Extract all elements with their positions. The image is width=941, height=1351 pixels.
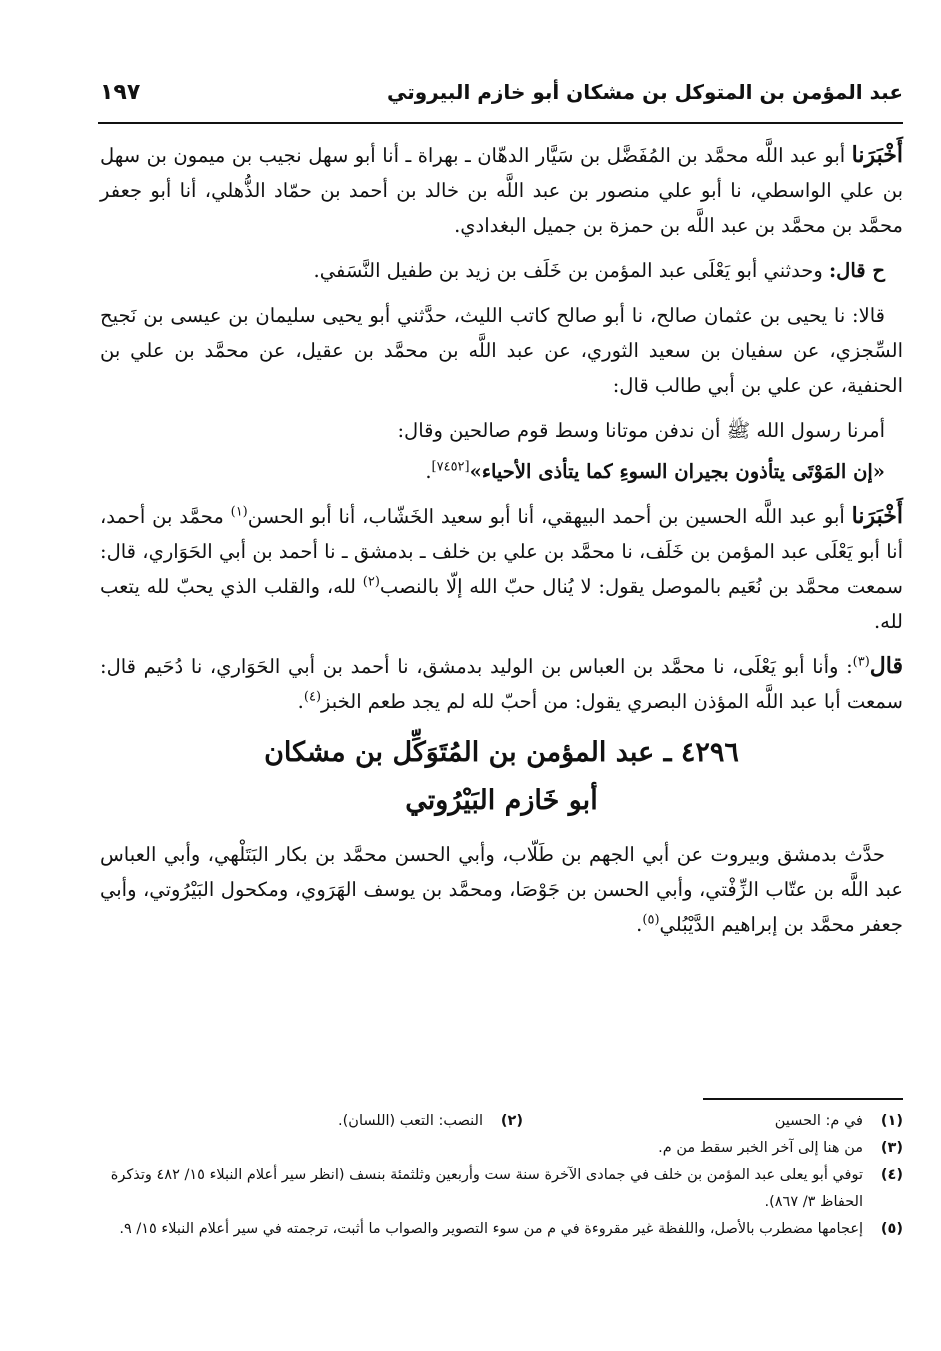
entry-heading-line-1: ٤٢٩٦ ـ عبد المؤمن بن المُتَوَكِّل بن مشكان	[264, 737, 739, 768]
paragraph-1	[100, 138, 903, 243]
footnote-3	[100, 1135, 903, 1162]
paragraph-text: حدَّث بدمشق وبيروت عن أبي الجهم بن طَلّاب، وأبي الحسن محمَّد بن بكار البَتَلْهي، وأبي العباس عبد اللَّه بن عتّاب الزِّفْتي، وأبي الحسن بن جَوْصَا، ومحمَّد بن يوسف الهَرَوي، ومكحول البَيْرُوتي، وأبي جعفر محمَّد بن إبراهيم الدَّيْبُلي	[100, 843, 903, 936]
paragraph-3	[100, 298, 903, 403]
footnote-ref-3: (٣)	[852, 654, 870, 670]
paragraph-2	[100, 253, 903, 288]
footnote-number: (١)	[880, 1113, 903, 1129]
footnote-ref-5: (٥)	[642, 912, 660, 928]
footnote-5	[100, 1216, 903, 1243]
footnote-divider	[703, 1098, 903, 1100]
qala-lead: قال	[869, 653, 903, 679]
footnote-text: من هنا إلى آخر الخبر سقط من م.	[658, 1140, 863, 1156]
running-head: عبد المؤمن بن المتوكل بن مشكان أبو خازم البيروتي	[386, 80, 903, 104]
paragraph-text: : وأنا أبو يَعْلَى، نا محمَّد بن العباس بن الوليد بدمشق، نا أحمد بن أبي الحَوَاري، نا دُحَيم قال: سمعت أبا عبد اللَّه المؤذن البصري يقول: من أحبّ لله لم يجد طعم الخبز	[100, 655, 903, 713]
paragraph-text: لله، والقلب الذي يحبّ لله يتعب لله.	[100, 575, 903, 633]
entry-heading	[100, 729, 903, 825]
entry-paragraph	[100, 837, 903, 942]
footnote-number: (٤)	[880, 1167, 903, 1183]
page-number: ١٩٧	[100, 80, 141, 105]
page-header	[98, 74, 903, 124]
paragraph-text: محمَّد بن أحمد، أنا أبو يَعْلَى عبد المؤمن بن خَلَف، نا محمَّد بن علي بن خلف ـ بدمشق ـ نا أحمد بن أبي الحَوَاري، قال: سمعت محمَّد بن نُعَيم بالموصل يقول: لا يُنال حبّ الله إلّا بالنصب	[100, 505, 904, 598]
footnote-1	[523, 1108, 903, 1135]
paragraph-text: قالا: نا يحيى بن عثمان صالح، نا أبو صالح كاتب الليث، حدَّثني أبو يحيى سليمان بن عيسى بن نَجيح السِّجزي، عن سفيان بن سعيد الثوري، عن عبد اللَّه بن محمَّد بن عقيل، عن محمَّد بن علي بن الحنفية، عن علي بن أبي طالب قال:	[100, 304, 903, 397]
footnotes	[100, 1098, 903, 1243]
akhbarana-lead: أَخْبَرَنا	[851, 142, 903, 168]
footnote-text: إعجامها مضطرب بالأصل، واللفظة غير مقروءة في م من سوء التصوير والصواب ما أثبت، ترجمته في سير أعلام النبلاء ١٥/ ٩.	[119, 1221, 863, 1237]
footnote-number: (٣)	[880, 1140, 903, 1156]
footnote-row-1-2	[100, 1108, 903, 1135]
main-text	[100, 138, 903, 952]
footnote-text: في م: الحسين	[774, 1113, 863, 1129]
paragraph-text: أمرنا رسول الله ﷺ أن ندفن موتانا وسط قوم صالحين وقال:	[397, 419, 885, 442]
paragraph-4	[100, 413, 903, 448]
footnote-number: (٥)	[880, 1221, 903, 1237]
ha-qala-lead: ح قال:	[828, 259, 885, 282]
hadith-number: [٧٤٥٢]	[431, 459, 470, 475]
footnote-ref-1: (١)	[230, 504, 248, 520]
footnote-ref-4: (٤)	[303, 689, 322, 705]
paragraph-text: أبو عبد اللَّه محمَّد بن المُفَضَّل بن سَيَّار الدهّان ـ بهراة ـ أنا أبو سهل نجيب بن ميمون بن سهل بن علي الواسطي، نا أبو علي منصور بن عبد اللَّه بن خالد بن أحمد بن حمّاد الذُّهلي، أنا أبو جعفر محمَّد بن محمَّد بن عبد اللَّه بن حمزة بن جميل البغدادي.	[100, 144, 903, 237]
footnote-number: (٢)	[500, 1113, 523, 1129]
paragraph-tail: .	[636, 913, 643, 936]
paragraph-tail: .	[297, 690, 304, 713]
akhbarana-lead: أَخْبَرَنا	[851, 503, 903, 529]
footnote-text: النصب: التعب (اللسان).	[338, 1113, 483, 1129]
footnote-text: توفي أبو يعلى عبد المؤمن بن خلف في جمادى الآخرة سنة ست وأربعين وثلثمئة بنسف (انظر سير أعلام النبلاء ١٥/ ٤٨٢ وتذكرة الحفاظ ٣/ ٨٦٧).	[110, 1167, 863, 1210]
footnote-4	[100, 1162, 903, 1216]
footnote-ref-2: (٢)	[362, 574, 380, 590]
paragraph-6	[100, 499, 903, 639]
footnote-2	[100, 1108, 523, 1135]
hadith-text	[100, 454, 903, 489]
hadith-tail: .	[425, 460, 432, 483]
paragraph-7	[100, 649, 903, 719]
paragraph-text: أبو عبد اللَّه الحسين بن أحمد البيهقي، أنا أبو سعيد الخَشّاب، أنا أبو الحسن	[247, 505, 852, 528]
entry-heading-line-2: أبو خَازم البَيْرُوتي	[405, 785, 598, 816]
paragraph-text: وحدثني أبو يَعْلَى عبد المؤمن بن خَلَف بن زيد بن طفيل النَّسَفي.	[313, 259, 829, 282]
hadith-quote: «إن المَوْتَى يتأذون بجيران السوءِ كما يتأذى الأحياء»	[469, 460, 885, 483]
